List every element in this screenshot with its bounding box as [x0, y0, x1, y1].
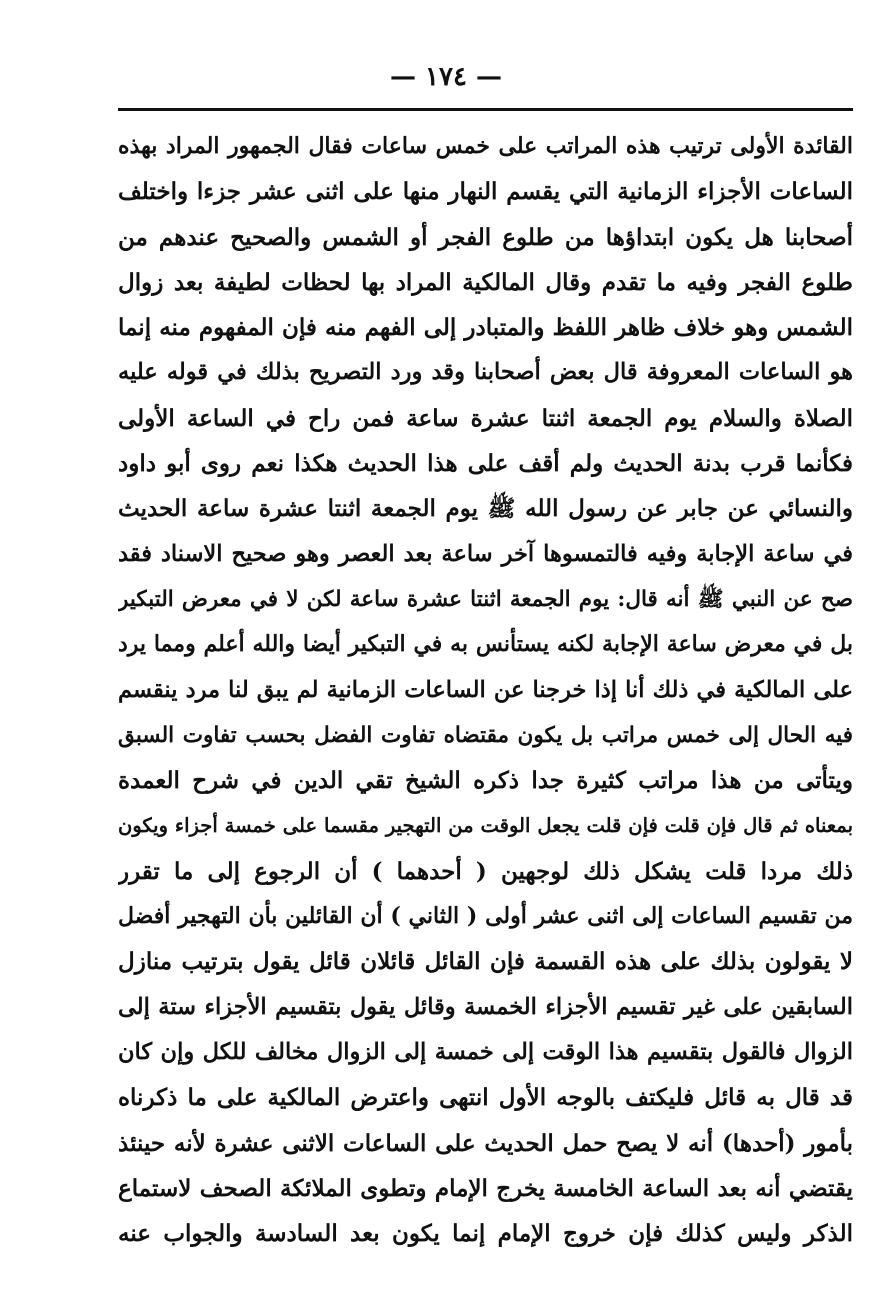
text-line: طلوع الفجر وفيه ما تقدم وقال المالكية المراد بها لحظات لطيفة بعد زوال	[118, 268, 853, 296]
text-line: والنسائي عن جابر عن رسول الله ﷺ يوم الجمعة اثنتا عشرة ساعة الحديث	[118, 495, 853, 523]
body-text	[118, 124, 853, 1256]
text-line: الزوال فالقول بتقسيم هذا الوقت إلى خمسة إلى الزوال مخالف للكل وإن كان	[118, 1038, 853, 1065]
page-number: — ١٧٤ —	[389, 62, 503, 92]
text-line: قد قال به قائل فليكتف بالوجه الأول انتهى واعترض المالكية على ما ذكرناه	[118, 1084, 853, 1112]
text-line: الساعات الأجزاء الزمانية التي يقسم النهار منها على اثنى عشر جزءا واختلف	[118, 178, 853, 206]
text-line: يقتضي أنه بعد الساعة الخامسة يخرج الإمام وتطوى الملائكة الصحف لاستماع	[118, 1174, 853, 1202]
text-line: صح عن النبي ﷺ أنه قال: يوم الجمعة اثنتا عشرة ساعة لكن لا في معرض التبكير	[118, 586, 853, 612]
text-line: ويتأتى من هذا مراتب كثيرة جدا ذكره الشيخ تقي الدين في شرح العمدة	[118, 767, 853, 795]
text-line: الشمس وهو خلاف ظاهر اللفظ والمتبادر إلى الفهم منه فإن المفهوم منه إنما	[118, 314, 853, 342]
text-line: القائدة الأولى ترتيب هذه المراتب على خمس ساعات فقال الجمهور المراد بهذه	[118, 133, 853, 159]
text-line: فكأنما قرب بدنة الحديث ولم أقف على هذا الحديث هكذا نعم روى أبو داود	[118, 450, 853, 478]
text-line: هو الساعات المعروفة قال بعض أصحابنا وقد ورد التصريح بذلك في قوله عليه	[118, 359, 853, 386]
header-rule	[118, 108, 853, 111]
text-line: فيه الحال إلى خمس مراتب بل يكون مقتضاه تفاوت الفضل بحسب تفاوت السبق	[118, 722, 853, 748]
text-line: على المالكية في ذلك أنا إذا خرجنا عن الساعات الزمانية لم يبق لنا مرد ينقسم	[118, 676, 853, 703]
text-line: الصلاة والسلام يوم الجمعة اثنتا عشرة ساعة فمن راح في الساعة الأولى	[118, 404, 853, 432]
text-line: في ساعة الإجابة وفيه فالتمسوها آخر ساعة بعد العصر وهو صحيح الاسناد فقد	[118, 540, 853, 567]
text-line: أصحابنا هل يكون ابتداؤها من طلوع الفجر أو الشمس والصحيح عندهم من	[118, 223, 853, 251]
text-line: ذلك مردا قلت يشكل ذلك لوجهين ( أحدهما ) أن الرجوع إلى ما تقرر	[118, 857, 853, 885]
text-line: بمعناه ثم قال فإن قلت فإن قلت يجعل الوقت من التهجير مقسما على خمسة أجزاء ويكون	[118, 814, 853, 838]
text-line: السابقين على غير تقسيم الأجزاء الخمسة وقائل يقول بتقسيم الأجزاء ستة إلى	[118, 993, 853, 1020]
text-line: الذكر وليس كذلك فإن خروج الإمام إنما يكون بعد السادسة والجواب عنه	[118, 1220, 853, 1248]
text-line: من تقسيم الساعات إلى اثنى عشر أولى ( الثاني ) أن القائلين بأن التهجير أفضل	[118, 903, 853, 930]
text-line: بل في معرض ساعة الإجابة لكنه يستأنس به في التبكير أيضا والله أعلم ومما يرد	[118, 631, 853, 658]
text-line: بأمور (أحدها) أنه لا يصح حمل الحديث على الساعات الاثنى عشرة لأنه حينئذ	[118, 1129, 853, 1157]
text-line: لا يقولون بذلك على هذه القسمة فإن القائل قائلان قائل يقول بترتيب منازل	[118, 948, 853, 976]
